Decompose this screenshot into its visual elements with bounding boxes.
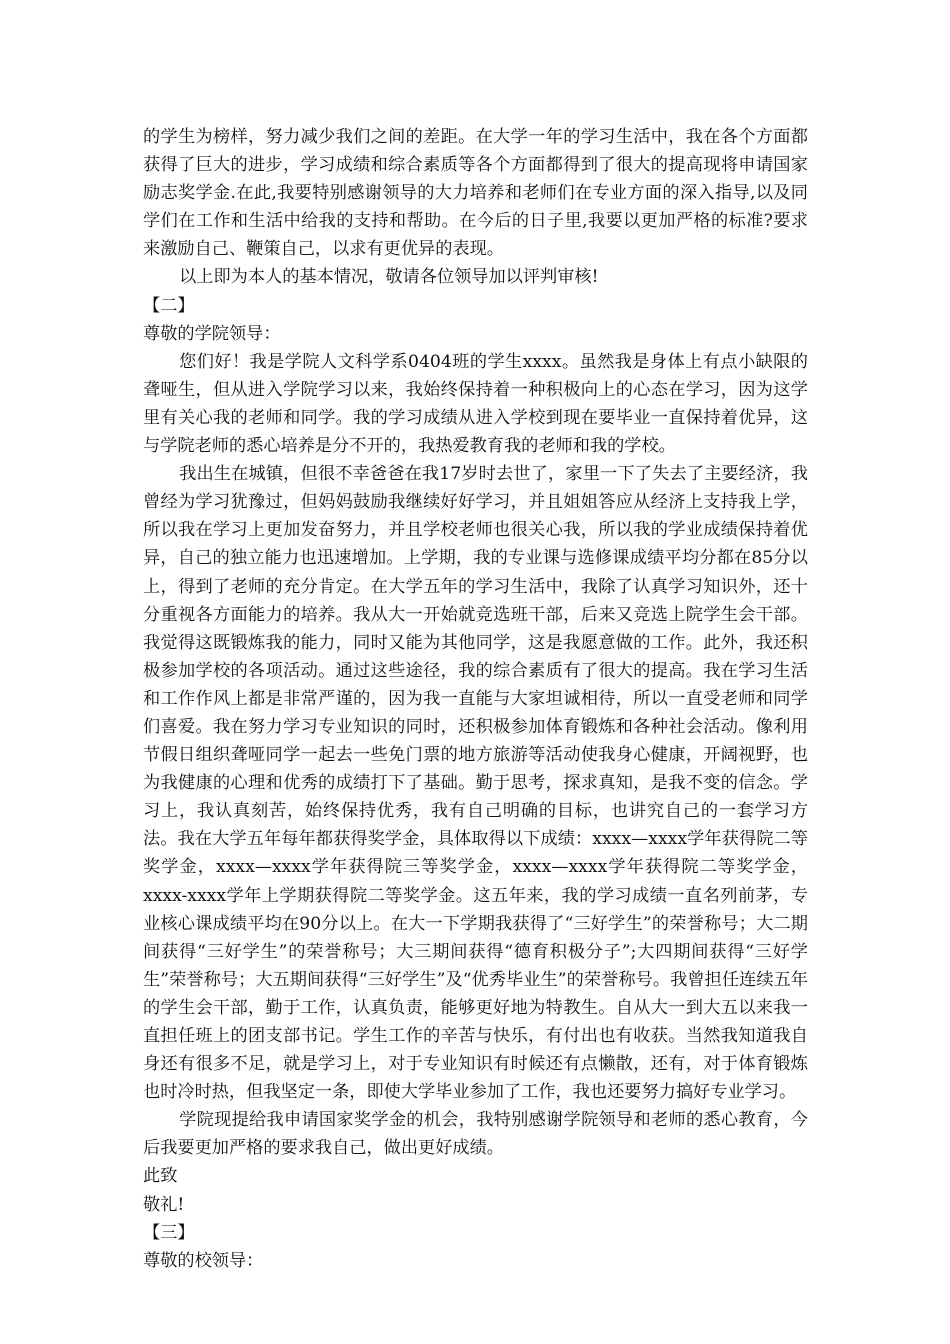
section-heading-3: 【三】	[143, 1222, 195, 1243]
salutation-school: 尊敬的校领导：	[143, 1250, 264, 1271]
salutation-college: 尊敬的学院领导：	[143, 323, 281, 344]
paragraph-thanks: 学院现提给我申请国家奖学金的机会，我特别感谢学院领导和老师的悉心教育，今后我要更加严格的要求我自己，做出更好成绩。	[143, 1110, 808, 1159]
paragraph-introduction: 您们好！我是学院人文科学系0404班的学生xxxx。虽然我是身体上有点小缺限的聋哑生，但从进入学院学习以来，我始终保持着一种积极向上的心态在学习，因为这学里有关心我的老师和同学。我的学习成绩从进入学校到现在要毕业一直保持着优异，这与学院老师的悉心培养是分不开的，我热爱教育我的老师和我的学校。	[143, 351, 808, 457]
closing-cizhi: 此致	[143, 1166, 178, 1187]
paragraph-background: 我出生在城镇，但很不幸爸爸在我17岁时去世了，家里一下了失去了主要经济，我曾经为学习犹豫过，但妈妈鼓励我继续好好学习，并且姐姐答应从经济上支持我上学，所以我在学习上更加发奋努力，并且学校老师也很关心我，所以我的学业成绩保持着优异，自己的独立能力也迅速增加。上学期，我的专业课与选修课成绩平均分都在85分以上，得到了老师的充分肯定。在大学五年的学习生活中，我除了认真学习知识外，还十分重视各方面能力的培养。我从大一开始就竞选班干部，后来又竞选上院学生会干部。我觉得这既锻炼我的能力，同时又能为其他同学，这是我愿意做的工作。此外，我还积极参加学校的各项活动。通过这些途径，我的综合素质有了很大的提高。我在学习生活和工作作风上都是非常严谨的，因为我一直能与大家坦诚相待，所以一直受老师和同学们喜爱。我在努力学习专业知识的同时，还积极参加体育锻炼和各种社会活动。像利用节假日组织聋哑同学一起去一些免门票的地方旅游等活动使我身心健康，开阔视野，也为我健康的心理和优秀的成绩打下了基础。勤于思考，探求真知，是我不变的信念。学习上，我认真刻苦，始终保持优秀，我有自己明确的目标，也讲究自己的一套学习方法。我在大学五年每年都获得奖学金，具体取得以下成绩：xxxx—xxxx学年获得院二等奖学金，xxxx—xxxx学年获得院三等奖学金，xxxx—xxxx学年获得院二等奖学金，xxxx-xxxx学年上学期获得院二等奖学金。这五年来，我的学习成绩一直名列前茅，专业核心课成绩平均在90分以上。在大一下学期我获得了“三好学生”的荣誉称号；大二期间获得“三好学生”的荣誉称号；大三期间获得“德育积极分子”;大四期间获得“三好学生”荣誉称号；大五期间获得“三好学生”及“优秀毕业生”的荣誉称号。我曾担任连续五年的学生会干部，勤于工作，认真负责，能够更好地为特教生。自从大一到大五以来我一直担任班上的团支部书记。学生工作的辛苦与快乐，有付出也有收获。当然我知道我自身还有很多不足，就是学习上，对于专业知识有时候还有点懒散，还有，对于体育锻炼也时冷时热，但我坚定一条，即使大学毕业参加了工作，我也还要努力搞好专业学习。	[143, 464, 808, 1103]
section-heading-2: 【二】	[143, 295, 195, 316]
document-body	[143, 123, 808, 1275]
paragraph-summary: 以上即为本人的基本情况，敬请各位领导加以评判审核!	[179, 267, 599, 288]
closing-jingli: 敬礼!	[143, 1194, 185, 1215]
paragraph-continuation: 的学生为榜样，努力减少我们之间的差距。在大学一年的学习生活中，我在各个方面都获得了巨大的进步，学习成绩和综合素质等各个方面都得到了很大的提高现将申请国家励志奖学金.在此,我要特别感谢领导的大力培养和老师们在专业方面的深入指导,以及同学们在工作和生活中给我的支持和帮助。在今后的日子里,我要以更加严格的标准?要求来激励自己、鞭策自己，以求有更优异的表现。	[143, 127, 808, 260]
